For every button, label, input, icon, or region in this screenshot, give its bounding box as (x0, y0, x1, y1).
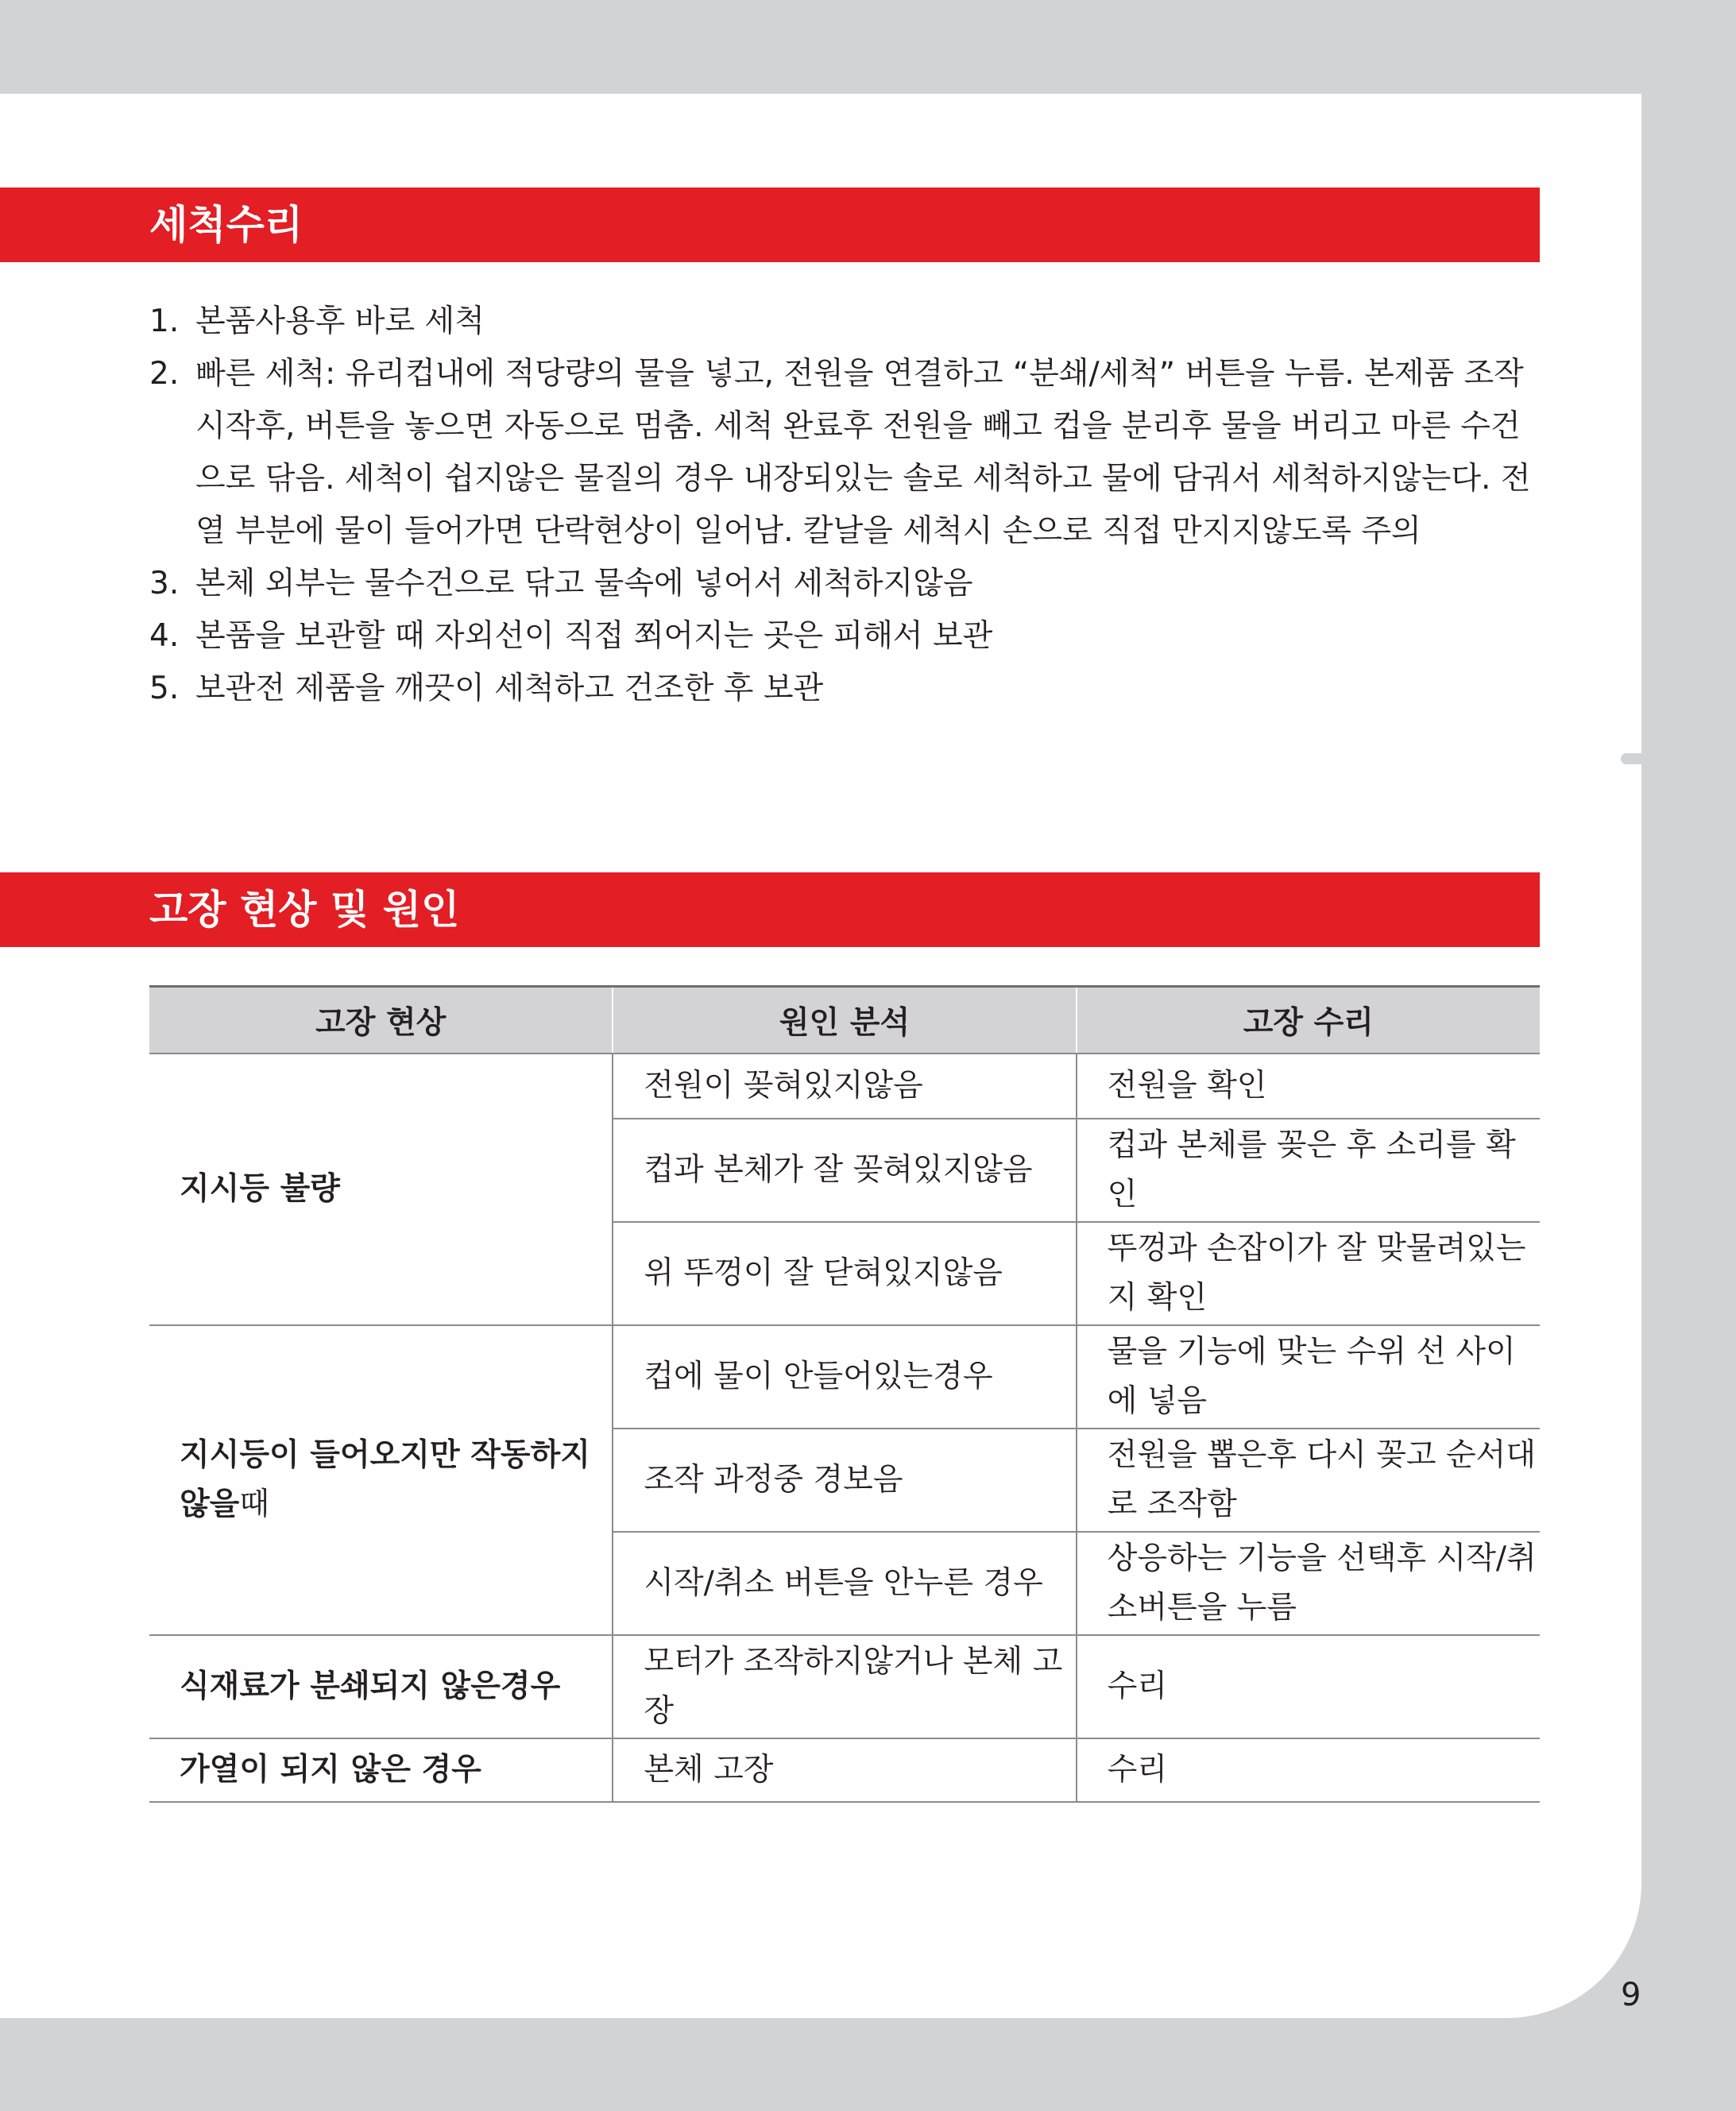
step-text: 본체 외부는 물수건으로 닦고 물속에 넣어서 세척하지않음 (195, 566, 973, 601)
fix-cell: 전원을 뽑은후 다시 꽂고 순서대로 조작함 (1077, 1429, 1540, 1532)
list-item (149, 663, 1541, 715)
cause-cell: 전원이 꽂혀있지않음 (613, 1054, 1076, 1119)
cause-cell: 컵과 본체가 잘 꽂혀있지않음 (613, 1119, 1076, 1222)
step-number: 3. (149, 566, 180, 601)
header-cause: 원인 분석 (613, 987, 1076, 1054)
symptom-text: 지시등이 들어오지만 작동하지 않을 (180, 1437, 590, 1522)
step-number: 2. (149, 356, 180, 392)
step-text: 본품을 보관할 때 자외선이 직접 쬐어지는 곳은 피해서 보관 (195, 618, 993, 654)
cleaning-steps-list (149, 296, 1541, 715)
cause-cell: 위 뚜껑이 잘 닫혀있지않음 (613, 1222, 1076, 1325)
cause-cell: 조작 과정중 경보음 (613, 1429, 1076, 1532)
symptom-cell: 식재료가 분쇄되지 않은경우 (149, 1635, 613, 1738)
list-item (149, 610, 1541, 663)
fix-cell: 전원을 확인 (1077, 1054, 1540, 1119)
step-text: 보관전 제품을 깨끗이 세척하고 건조한 후 보관 (195, 671, 824, 706)
cause-cell: 모터가 조작하지않거나 본체 고장 (613, 1635, 1076, 1738)
symptom-cell: 가열이 되지 않은 경우 (149, 1738, 613, 1802)
fault-section-title: 고장 현상 및 원인 (0, 872, 1540, 947)
fix-cell: 상응하는 기능을 선택후 시작/취소버튼을 누름 (1077, 1532, 1540, 1635)
fault-table (149, 985, 1540, 1803)
cleaning-section-title: 세척수리 (0, 188, 1540, 262)
symptom-cell: 지시등 불량 (149, 1054, 613, 1325)
symptom-cell (149, 1325, 613, 1635)
table-row (149, 1054, 1540, 1119)
header-symptom: 고장 현상 (149, 987, 613, 1054)
page-number: 9 (1621, 1977, 1641, 2013)
fix-cell: 컵과 본체를 꽂은 후 소리를 확인 (1077, 1119, 1540, 1222)
step-number: 4. (149, 618, 180, 654)
cause-cell: 컵에 물이 안들어있는경우 (613, 1325, 1076, 1429)
step-text: 본품사용후 바로 세척 (195, 304, 485, 339)
table-header-row (149, 987, 1540, 1054)
page-edge-notch (1621, 753, 1668, 764)
step-number: 1. (149, 304, 180, 339)
fix-cell: 수리 (1077, 1635, 1540, 1738)
list-item (149, 558, 1541, 610)
list-item (149, 348, 1541, 558)
step-number: 5. (149, 671, 180, 706)
step-text: 빠른 세척: 유리컵내에 적당량의 물을 넣고, 전원을 연결하고 “분쇄/세척” 버튼을 누름. 본제품 조작 시작후, 버튼을 놓으면 자동으로 멈춤. 세척 완료후 전원을 빼고 컵을 분리후 물을 버리고 마른 수건으로 닦음. 세척이 쉽지않은 물질의 경우 내장되있는 솔로 세척하고 물에 담궈서 세척하지않는다. 전열 부분에 물이 들어가면 단락현상이 일어남. 칼날을 세척시 손으로 직접 만지지않도록 주의 (195, 356, 1531, 549)
header-fix: 고장 수리 (1077, 987, 1540, 1054)
fix-cell: 물을 기능에 맞는 수위 선 사이에 넣음 (1077, 1325, 1540, 1429)
list-item (149, 296, 1541, 348)
cause-cell: 시작/취소 버튼을 안누른 경우 (613, 1532, 1076, 1635)
table-row (149, 1635, 1540, 1738)
table-row (149, 1738, 1540, 1802)
symptom-text-tail: 때 (239, 1487, 270, 1522)
cause-cell: 본체 고장 (613, 1738, 1076, 1802)
fix-cell: 수리 (1077, 1738, 1540, 1802)
table-row (149, 1325, 1540, 1429)
fix-cell: 뚜껑과 손잡이가 잘 맞물려있는지 확인 (1077, 1222, 1540, 1325)
